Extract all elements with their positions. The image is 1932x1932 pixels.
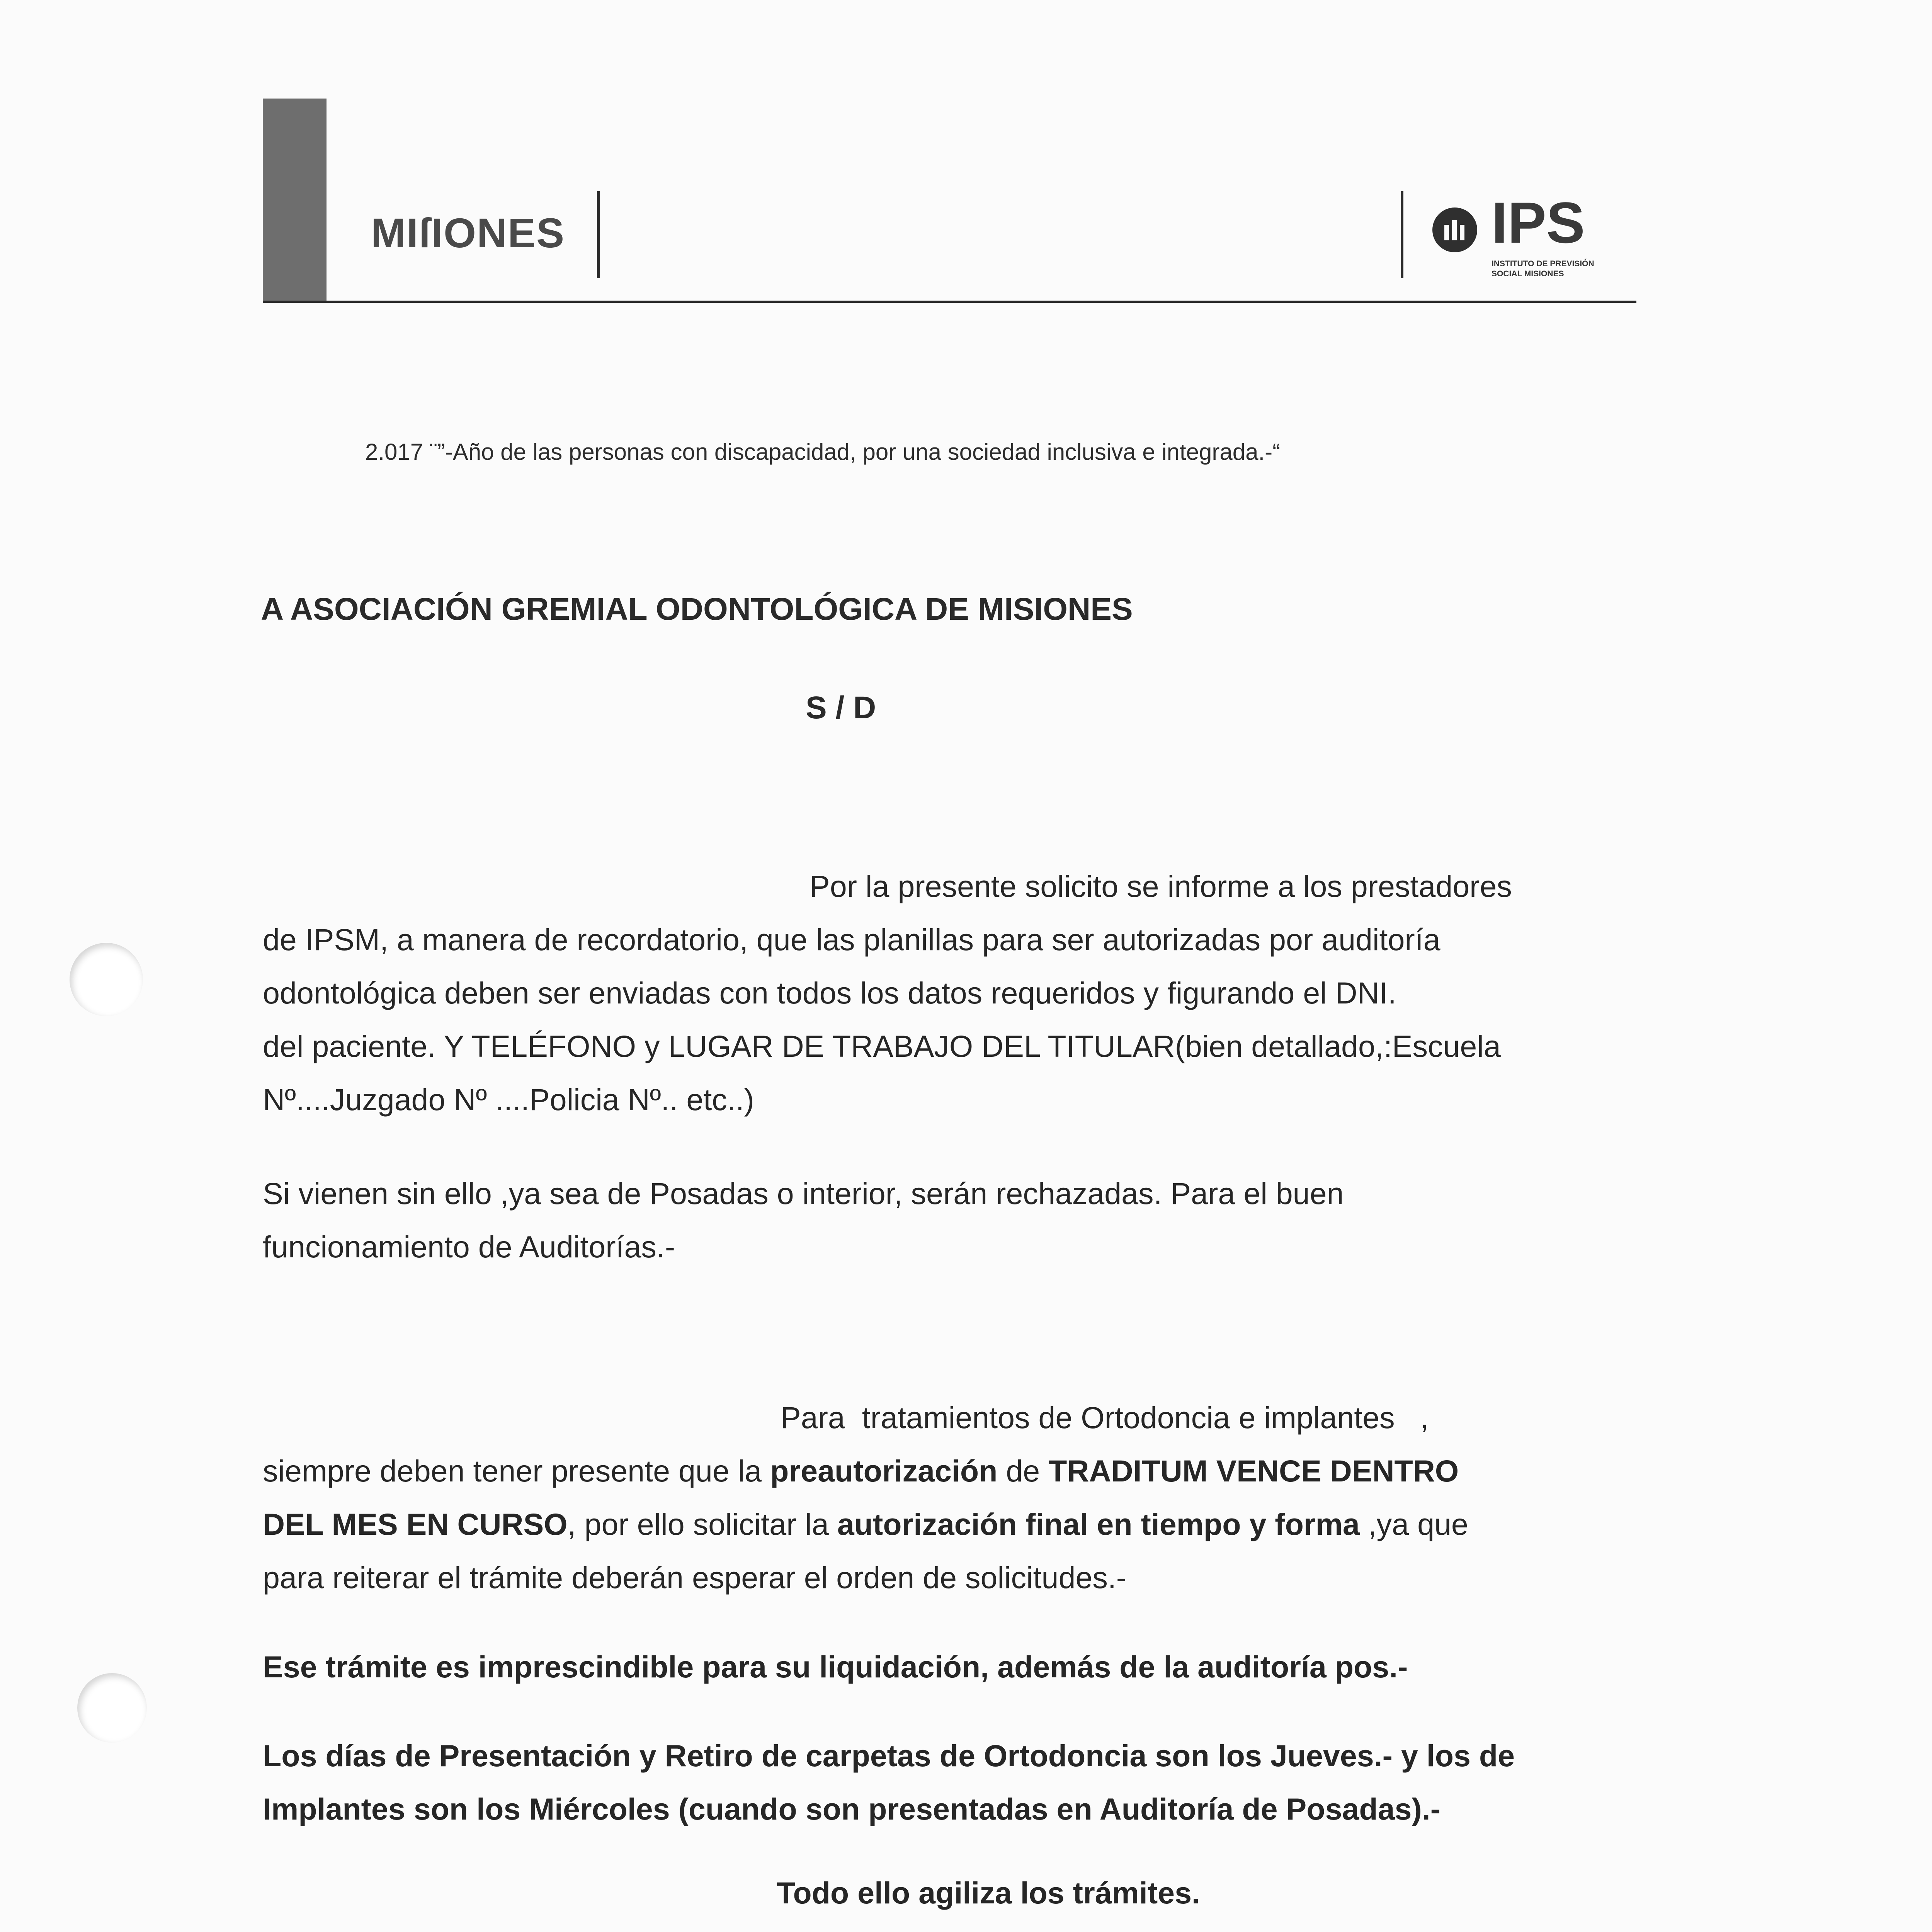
sd-salutation: S / D [806, 690, 876, 725]
punch-hole-bottom [77, 1673, 147, 1743]
header-divider-left [597, 191, 600, 278]
closing-line: Todo ello agiliza los trámites. [777, 1876, 1200, 1910]
settlement-note: Ese trámite es imprescindible para su liquidación, además de la auditoría pos.- [263, 1650, 1408, 1684]
header-grey-bar [263, 99, 327, 301]
misiones-logo: MIſIONES [371, 209, 565, 256]
ips-logo-subtitle: INSTITUTO DE PREVISIÓN SOCIAL MISIONES [1492, 259, 1594, 278]
punch-hole-top [70, 943, 143, 1016]
schedule-note: Los días de Presentación y Retiro de carpetas de Ortodoncia son los Jueves.- y los de Implantes son los Miércoles (cuando son presentadas en Auditoría de Posadas).- [263, 1738, 1515, 1826]
ips-logo-icon [1430, 205, 1484, 255]
header-rule [263, 301, 1636, 303]
paragraph-request: Por la presente solicito se informe a los prestadores de IPSM, a manera de recordatorio, que las planillas para ser autorizadas por auditoría odontológica deben ser enviadas con todos los datos requeridos y figurando el DNI. del paciente. Y TELÉFONO y LUGAR DE TRABAJO DEL TITULAR(bien detallado,:Escuela Nº....Juzgado Nº ....Policia Nº.. etc..) [263, 869, 1512, 1117]
paragraph-rejection: Si vienen sin ello ,ya sea de Posadas o interior, serán rechazadas. Para el buen funcionamiento de Auditorías.- [263, 1176, 1344, 1264]
ips-logo: IPS [1492, 190, 1585, 255]
header-divider-right [1401, 191, 1403, 278]
paragraph-orthodontics: Para tratamientos de Ortodoncia e implantes , siempre deben tener presente que la preautorización de TRADITUM VENCE DENTRO DEL MES EN CURSO, por ello solicitar la autorización final en tiempo y forma ,ya que para reiterar el trámite deberán esperar el orden de solicitudes.- [263, 1400, 1468, 1595]
year-motto: 2.017 ¨”-Año de las personas con discapacidad, por una sociedad inclusiva e integrada.-“ [365, 439, 1281, 465]
addressee: A ASOCIACIÓN GREMIAL ODONTOLÓGICA DE MISIONES [261, 592, 1133, 627]
